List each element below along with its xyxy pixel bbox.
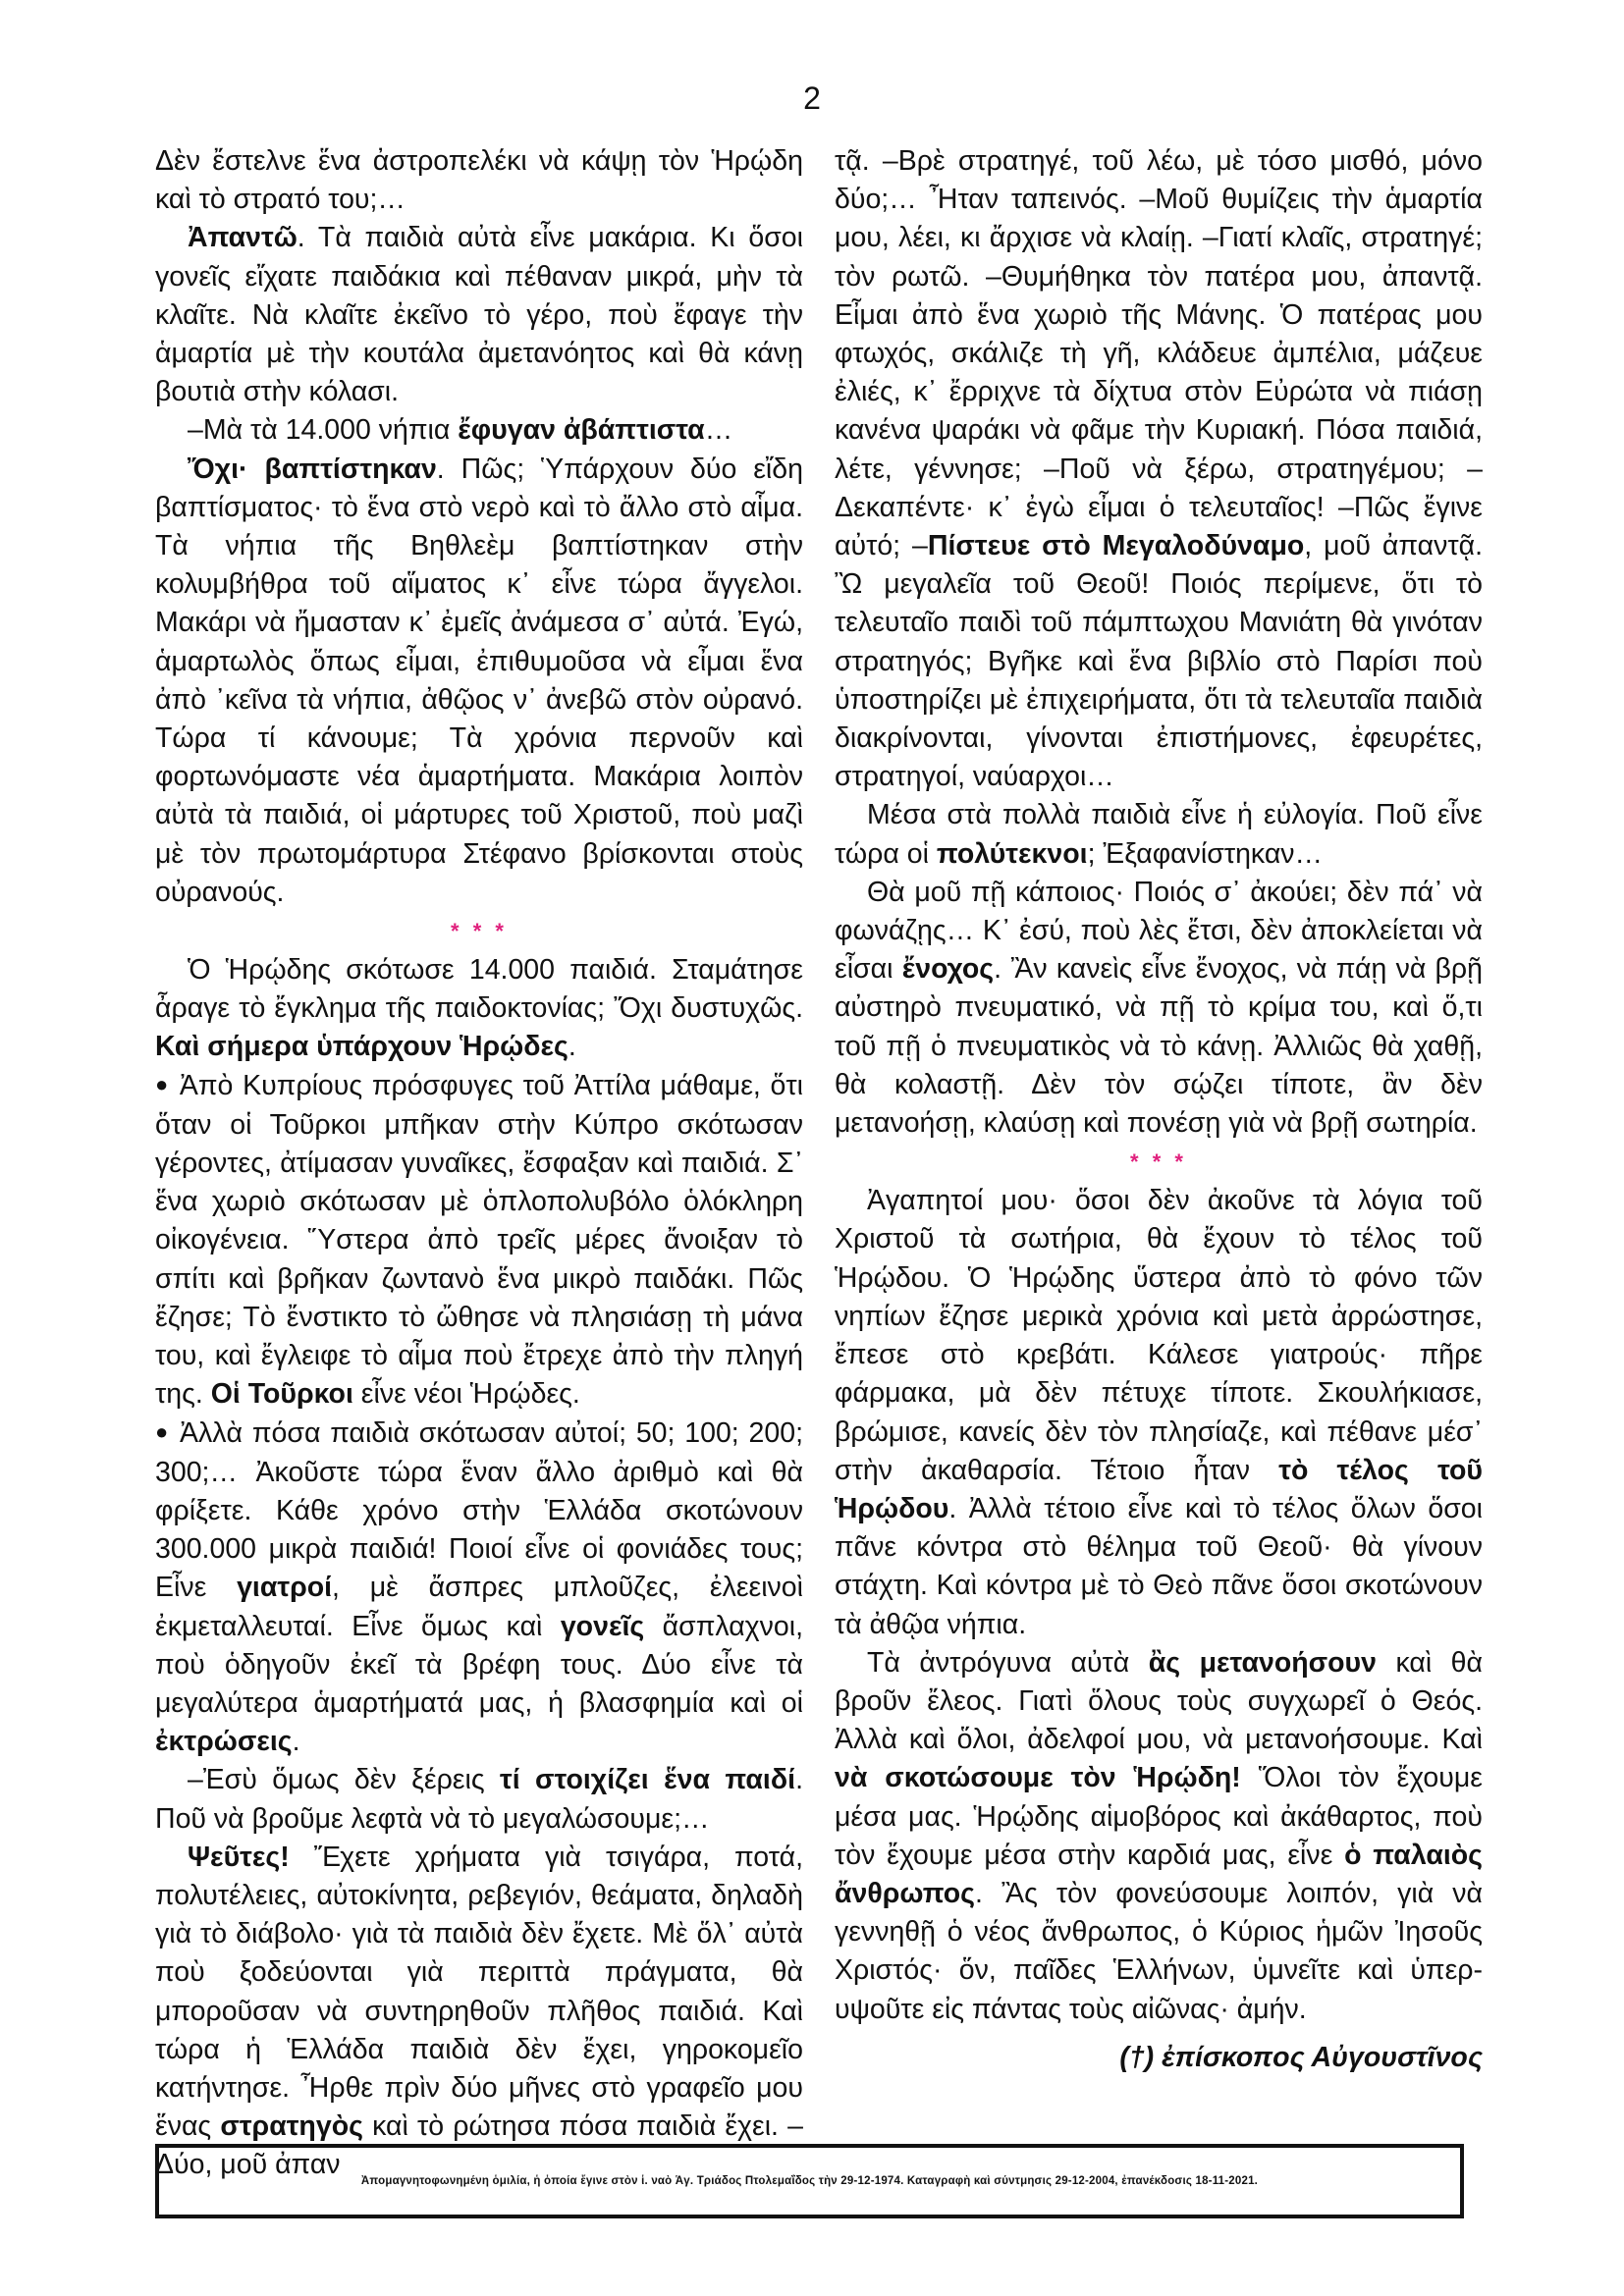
emphasis-text: ἔνοχος	[901, 953, 995, 986]
text-run: .	[568, 1031, 576, 1063]
paragraph	[155, 142, 803, 219]
text-run: Ἔχετε χρήματα γιὰ τσιγάρα, ποτά, πολυτέλειες, αὐτοκίνητα, ρεβεγιόν, θεάματα, δηλαδὴ γιὰ τὸ διάβολο· γιὰ τὰ παιδιὰ δὲν ἔχετε. Μὲ ὅλ᾽ αὐτὰ ποὺ ξοδεύονται γιὰ περιττὰ πράγματα, θὰ μποροῦσαν νὰ συντηρηθοῦν πλῆθος παιδιά. Καὶ τώρα ἡ Ἑλλάδα παιδιὰ δὲν ἔχει, γηροκομεῖο κατήντησε. Ἦρθε πρὶν δύο μῆνες στὸ γραφεῖο μου ἕνας	[155, 1841, 803, 2143]
text-run: –Ἐσὺ ὅμως δὲν ξέρεις	[188, 1764, 500, 1796]
emphasis-text: Ψεῦτες!	[188, 1841, 290, 1873]
text-run: τᾷ. –Βρὲ στρατηγέ, τοῦ λέω, μὲ τόσο μισθό, μόνο δύο;… Ἦταν ταπεινός. –Μοῦ θυμίζεις τὴν ἁμαρτία μου, λέει, κι ἄρχισε νὰ κλαίῃ. –Γιατί κλαῖς, στρατηγέ; τὸν ρωτῶ. –Θυμήθηκα τὸν πατέρα μου, ἀπαντᾷ. Εἶμαι ἀπὸ ἕνα χωριὸ τῆς Μάνης. Ὁ πατέρας μου φτωχός, σκάλιζε τὴ γῆ, κλάδευε ἀμπέλια, μάζευε ἐλιές, κ᾽ ἔρριχνε τὰ δίχτυα στὸν Εὐρώτα νὰ πιάσῃ κανένα ψαράκι νὰ φᾶμε τὴν Κυριακή. Πόσα παιδιά, λέτε, γέννησε; –Ποῦ νὰ ξέρω, στρατηγέμου; –Δεκαπέντε· κ᾽ ἐγὼ εἶμαι ὁ τελευταῖος! –Πῶς ἔγινε αὐτό; –	[835, 145, 1483, 562]
emphasis-text: Καὶ σήμερα ὑπάρχουν Ἡρῴδες	[155, 1031, 568, 1063]
paragraph	[155, 1839, 803, 2185]
bullet-icon: ●	[155, 1071, 171, 1096]
text-run: Ὅλοι τὸν ἔχουμε μέσα μας. Ἡρῴδης αἱμοβόρος καὶ ἀκάθαρτος, ποὺ τὸν ἔχουμε μέσα στὴν καρδιά μας, εἶνε	[835, 1762, 1483, 1871]
text-run: . Ἀλλὰ τέτοιο εἶνε καὶ τὸ τέλος ὅλων ὅσοι πᾶνε κόντρα στὸ θέλημα τοῦ Θεοῦ· θὰ γίνουν στάχτη. Καὶ κόντρα μὲ τὸ Θεὸ πᾶνε ὅσοι σκοτώνουν τὰ ἀθῷα νήπια.	[835, 1492, 1483, 1640]
emphasis-text: τὸ τέλος τοῦ Ἡρῴδου	[835, 1454, 1483, 1524]
text-run: Δὲν ἔστελνε ἕνα ἀστροπελέκι νὰ κάψῃ τὸν Ἡρῴδη καὶ τὸ στρατό του;…	[155, 145, 803, 216]
text-run: . Ἂν κανεὶς εἶνε ἔνοχος, νὰ πάῃ νὰ βρῇ αὐστηρὸ πνευματικό, νὰ πῇ τὸ κρίμα του, καὶ ὅ,τι τοῦ πῇ ὁ πνευματικὸς νὰ τὸ κάνῃ. Ἀλλιῶς θὰ χαθῇ, θὰ κολαστῇ. Δὲν τὸν σῴζει τίποτε, ἂν δὲν μετανοήσῃ, κλαύσῃ καὶ πονέσῃ γιὰ νὰ βρῇ σωτηρία.	[835, 953, 1483, 1140]
emphasis-text: τί στοιχίζει ἕνα παιδί	[499, 1764, 796, 1796]
emphasis-text: γονεῖς	[560, 1610, 645, 1642]
text-run: …	[704, 414, 733, 447]
paragraph-text	[155, 1070, 803, 1411]
paragraph	[155, 411, 803, 450]
emphasis-text: ἔφυγαν ἀβάπτιστα	[458, 414, 705, 447]
paragraph	[155, 1415, 803, 1762]
paragraph	[835, 1644, 1483, 2029]
text-run: .	[292, 1726, 300, 1758]
text-run: Ἀγαπητοί μου· ὅσοι δὲν ἀκοῦνε τὰ λόγια τοῦ Χριστοῦ τὰ σωτήρια, θὰ ἔχουν τὸ τέλος τοῦ Ἡρῴδου. Ὁ Ἡρῴδης ὕστερα ἀπὸ τὸ φόνο τῶν νηπίων ἔζησε μερικὰ χρόνια καὶ μετὰ ἀρρώστησε, ἔπεσε στὸ κρεβάτι. Κάλεσε γιατρούς· πῆρε φάρμακα, μὰ δὲν πέτυχε τίποτε. Σκουλήκιασε, βρώμισε, κανείς δὲν τὸν πλησίαζε, καὶ πέθανε μέσ᾽ στὴν ἀκαθαρσία. Τέτοιο ἦταν	[835, 1185, 1483, 1486]
text-run: Μέσα στὰ πολλὰ παιδιὰ εἶνε ἡ εὐλογία. Ποῦ εἶνε τώρα οἱ	[835, 799, 1483, 870]
right-column	[835, 142, 1483, 2077]
text-run: ἄσπλαχνοι, ποὺ ὁδηγοῦν ἐκεῖ τὰ βρέφη τους. Δύο εἶνε τὰ μεγαλύτερα ἁμαρτήματά μας, ἡ βλασφημία καὶ οἱ	[155, 1610, 803, 1719]
emphasis-text: πολύτεκνοι	[936, 837, 1088, 870]
emphasis-text: Ἀπαντῶ	[188, 222, 298, 254]
footer-text: Ἀπομαγνητοφωνημένη ὁμιλία, ἡ ὁποία ἔγινε στὸν ἱ. ναὸ Ἁγ. Τριάδος Πτολεμαΐδος τὴν 29-12-1974. Καταγραφὴ καὶ σύντμησις 29-12-2004, ἐπανέκδοσις 18-11-2021.	[360, 2175, 1259, 2187]
emphasis-text: ἂς μετανοήσουν	[1148, 1646, 1377, 1679]
text-run: Ἀπὸ Κυπρίους πρόσφυγες τοῦ Ἀττίλα μάθαμε, ὅτι ὅταν οἱ Τοῦρκοι μπῆκαν στὴν Κύπρο σκότωσαν γέροντες, ἀτίμασαν γυναῖκες, ἔσφαξαν καὶ παιδιά. Σ᾽ ἕνα χωριὸ σκότωσαν μὲ ὁπλοπολυβόλο ὁλόκληρη οἰκογένεια. Ὕστερα ἀπὸ τρεῖς μέρες ἄνοιξαν τὸ σπίτι καὶ βρῆκαν ζωντανὸ ἕνα μικρὸ παιδάκι. Πῶς ἔζησε; Τὸ ἔνστικτο τὸ ὤθησε νὰ πλησιάσῃ τὴ μάνα του, καὶ ἔγλειφε τὸ αἷμα ποὺ ἔτρεχε ἀπὸ τὴν πληγή της.	[155, 1069, 804, 1411]
signature: (†) ἐπίσκοπος Αὐγουστῖνος	[1119, 2041, 1483, 2073]
emphasis-text: γιατροί	[237, 1572, 333, 1604]
text-run: Ὁ Ἡρῴδης σκότωσε 14.000 παιδιά. Σταμάτησε ἆραγε τὸ ἔγκλημα τῆς παιδοκτονίας; Ὄχι δυστυχῶς.	[155, 954, 803, 1025]
paragraph	[155, 951, 803, 1067]
text-run: , μὲ ἄσπρες μπλοῦζες, ἐλεεινοὶ ἐκμεταλλευταί. Εἶνε ὅμως καὶ	[155, 1572, 803, 1642]
text-run: ; Ἐξαφανίστηκαν…	[1087, 837, 1324, 870]
emphasis-text: Οἱ Τοῦρκοι	[210, 1378, 353, 1411]
text-run: . Ἂς τὸν φονεύσουμε λοιπόν, γιὰ νὰ γεννηθῇ ὁ νέος ἄνθρωπος, ὁ Κύριος ἡμῶν Ἰησοῦς Χριστός· ὅν, παῖδες Ἑλλήνων, ὑμνεῖτε καὶ ὑπερυψοῦτε εἰς πάντας τοὺς αἰῶνας· ἀμήν.	[835, 1877, 1483, 2025]
paragraph	[835, 1182, 1483, 1643]
text-run: καὶ τὸ ρώτησα πόσα παιδιὰ ἔχει. –Δύο, μοῦ ἀπαν	[155, 2110, 803, 2181]
paragraph-text	[155, 1417, 803, 1758]
emphasis-text: Πίστευε στὸ Μεγαλοδύναμο	[927, 530, 1305, 562]
text-run: εἶνε νέοι Ἡρῴδες.	[352, 1378, 580, 1411]
text-run: Θὰ μοῦ πῇ κάποιος· Ποιός σ᾽ ἀκούει; δὲν πά᾽ νὰ φωνάζῃς… Κ᾽ ἐσύ, ποὺ λὲς ἔτσι, δὲν ἀποκλείεται νὰ εἶσαι	[835, 876, 1483, 986]
text-run: . Πῶς; Ὑπάρχουν δύο εἴδη βαπτίσματος· τὸ ἕνα στὸ νερὸ καὶ τὸ ἄλλο στὸ αἷμα. Τὰ νήπια τῆς Βηθλεὲμ βαπτίστηκαν στὴν κολυμβήθρα τοῦ αἵματος κ᾽ εἶνε τώρα ἄγγελοι. Μακάρι νὰ ἤμασταν κ᾽ ἐμεῖς ἀνάμεσα σ᾽ αὐτά. Ἐγώ, ἁμαρτωλὸς ὅπως εἶμαι, ἐπιθυμοῦσα νὰ εἶμαι ἕνα ἀπὸ ᾽κεῖνα τὰ νήπια, ἀθῷος ν᾽ ἀνεβῶ στὸν οὐρανό. Τώρα τί κάνουμε; Τὰ χρόνια περνοῦν καὶ φορτωνόμαστε νέα ἁμαρτήματα. Μακάρια λοιπὸν αὐτὰ τὰ παιδιά, οἱ μάρτυρες τοῦ Χριστοῦ, ποὺ μαζὶ μὲ τὸν πρωτομάρτυρα Στέφανο βρίσκονται στοὺς οὐρανούς.	[155, 453, 803, 908]
paragraph	[835, 796, 1483, 873]
emphasis-text: Ὄχι· βαπτίστηκαν	[188, 453, 437, 485]
paragraph	[155, 1761, 803, 1838]
paragraph	[835, 874, 1483, 1143]
text-run: Ἀλλὰ πόσα παιδιὰ σκότωσαν αὐτοί; 50; 100; 200; 300;… Ἀκοῦστε τώρα ἕναν ἄλλο ἀριθμὸ καὶ θὰ φρίξετε. Κάθε χρόνο στὴν Ἑλλάδα σκοτώνουν 300.000 μικρὰ παιδιά! Ποιοί εἶνε οἱ φονιάδες τους; Εἶνε	[155, 1416, 804, 1604]
left-column	[155, 142, 803, 2185]
text-run: . Τὰ παιδιὰ αὐτὰ εἶνε μακάρια. Κι ὅσοι γονεῖς εἴχατε παιδάκια καὶ πέθαναν μικρά, μὴν τὰ κλαῖτε. Νὰ κλαῖτε ἐκεῖνο τὸ γέρο, ποὺ ἔφαγε τὴν ἁμαρτία μὲ τὴν κουτάλα ἀμετανόητος καὶ θὰ κάνῃ βουτιὰ στὴν κόλασι.	[155, 222, 803, 408]
emphasis-text: στρατηγὸς	[220, 2110, 363, 2143]
text-run: Τὰ ἀντρόγυνα αὐτὰ	[867, 1646, 1149, 1679]
text-run: –Μὰ τὰ 14.000 νήπια	[188, 414, 459, 447]
paragraph	[155, 451, 803, 912]
section-divider: * * *	[1130, 1149, 1187, 1175]
emphasis-text: ὁ παλαιὸς ἄνθρωπος	[835, 1839, 1483, 1909]
text-run: , μοῦ ἀπαντᾷ. Ὢ μεγαλεῖα τοῦ Θεοῦ! Ποιός περίμενε, ὅτι τὸ τελευταῖο παιδὶ τοῦ πάμπτωχου Μανιάτη θὰ γινόταν στρατηγός; Βγῆκε καὶ ἕνα βιβλίο στὸ Παρίσι ποὺ ὑποστηρίζει μὲ ἐπιχειρήματα, ὅτι τὰ τελευταῖα παιδιὰ διακρίνονται, γίνονται ἐπιστήμονες, ἐφευρέτες, στρατηγοί, ναύαρχοι…	[835, 530, 1483, 793]
emphasis-text: ἐκτρώσεις	[155, 1726, 293, 1758]
paragraph	[155, 1067, 803, 1415]
section-divider: * * *	[451, 919, 508, 944]
footer-note	[155, 2144, 1464, 2218]
paragraph	[155, 219, 803, 411]
emphasis-text: νὰ σκοτώσουμε τὸν Ἡρῴδη!	[835, 1762, 1241, 1794]
paragraph	[835, 142, 1483, 796]
page-number: 2	[803, 80, 821, 116]
text-run: καὶ θὰ βροῦν ἔλεος. Γιατὶ ὅλους τοὺς συγχωρεῖ ὁ Θεός. Ἀλλὰ καὶ ὅλοι, ἀδελφοί μου, νὰ μετανοήσουμε. Καὶ	[835, 1646, 1484, 1756]
bullet-icon: ●	[155, 1418, 171, 1444]
text-run: . Ποῦ νὰ βροῦμε λεφτὰ νὰ τὸ μεγαλώσουμε;…	[155, 1764, 803, 1835]
